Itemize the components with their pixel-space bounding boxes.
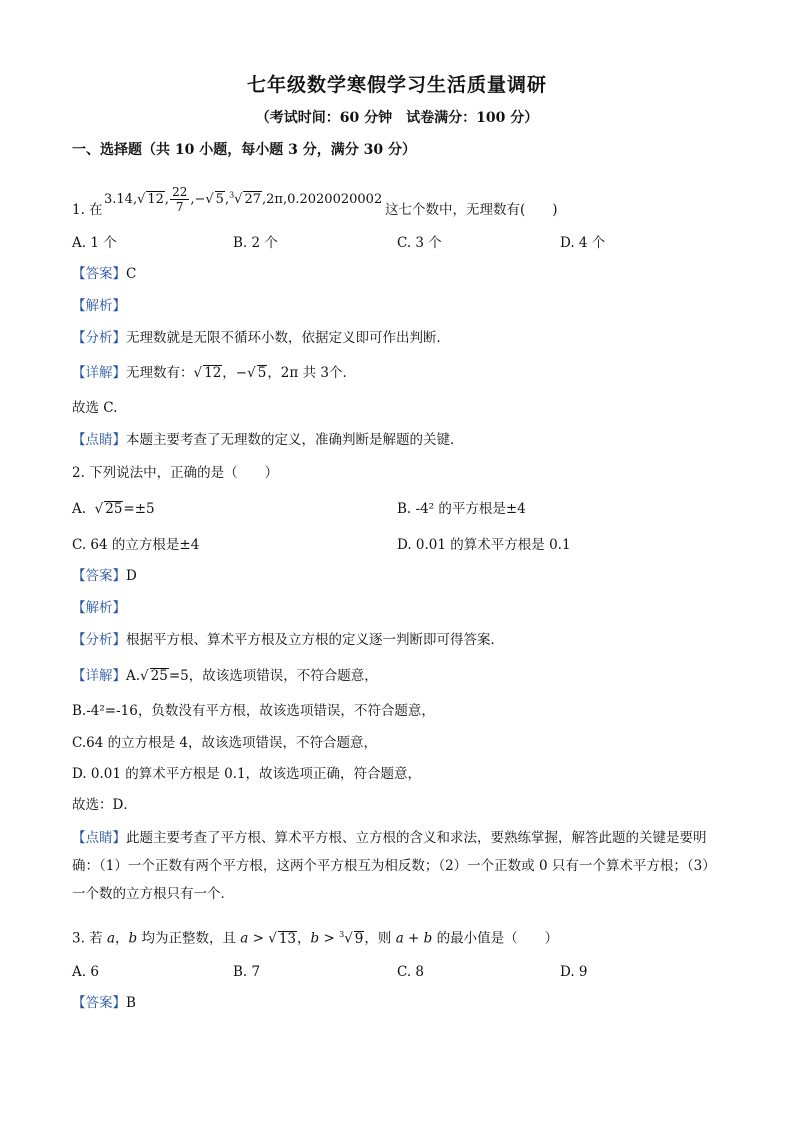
q3-option-a: A. 6: [72, 964, 99, 980]
q3-answer-line: [72, 993, 136, 1013]
q2-xiangjie-tag: 【详解】: [72, 668, 126, 684]
q2-answer-tag: 【答案】: [72, 568, 126, 584]
q1-dianjing-tag: 【点睛】: [72, 432, 126, 448]
q1-sqrt12: 12: [147, 192, 164, 207]
q2-option-a-label: A.: [72, 501, 87, 517]
q2-line-d: D. 0.01 的算术平方根是 0.1，故该选项正确，符合题意，: [72, 766, 422, 782]
q2-option-c: C. 64 的立方根是±4: [72, 537, 200, 553]
q1-option-c: C. 3 个: [397, 235, 442, 251]
q1-frac-den: 7: [175, 200, 184, 214]
q2-fenxi: 根据平方根、算术平方根及立方根的定义逐一判断即可得答案．: [126, 632, 504, 648]
q2-xiangjie-line: 【详解】A.√ 25=5，故该选项错误，不符合题意，: [72, 668, 378, 684]
q1-dianjing-line: [72, 430, 464, 450]
q1-math-pre: 3.14,: [104, 192, 138, 207]
q1-xiangjie-pre: 无理数有：: [126, 365, 194, 381]
q2-stem: 2. 下列说法中，正确的是（ ）: [72, 465, 279, 481]
q1-xiangjie-line: 【详解】无理数有：√ 12，−√ 5，2π 共 3个.: [72, 365, 347, 381]
q1-answer: C: [126, 266, 137, 282]
q2-fenxi-line: [72, 630, 504, 650]
q1-frac-num: 22: [172, 185, 188, 199]
q1-guxuan: 故选 C.: [72, 400, 118, 416]
q2-guxuan: 故选：D．: [72, 797, 137, 813]
page-subtitle: （考试时间：60 分钟 试卷满分：100 分）: [255, 110, 539, 126]
q1-math-post: ,2π,0.2020020002: [262, 192, 383, 207]
q1-neg-sqrt5: 5: [215, 192, 224, 207]
q1-xiangjie-post: ，2π 共 3个.: [267, 365, 347, 381]
q2-dianjing-tag: 【点睛】: [72, 830, 126, 846]
q3-sum-b: b: [423, 930, 433, 947]
q2-option-d: D. 0.01 的算术平方根是 0.1: [397, 537, 571, 553]
q3-cond2-rad: 9: [354, 930, 364, 947]
q2-option-a-post: =±5: [123, 501, 155, 517]
q2-option-a: A. √ 25=±5: [72, 501, 155, 517]
q1-cbrt27: 27: [244, 192, 262, 207]
q2-answer-line: [72, 566, 137, 586]
q2-line-c: C.64 的立方根是 4，故该选项错误，不符合题意，: [72, 735, 377, 751]
page-title: 七年级数学寒假学习生活质量调研: [246, 74, 547, 96]
q1-stem-num: 1. 在: [72, 202, 103, 218]
q3-var-b: b: [128, 930, 138, 947]
q3-stem-mid: 均为正整数，且: [137, 930, 241, 947]
q1-xiangjie-sqrt12: 12: [204, 365, 222, 381]
q3-sum-a: a: [395, 930, 404, 947]
q1-option-b: B. 2 个: [233, 235, 278, 251]
section-heading: 一、选择题（共 10 小题，每小题 3 分，满分 30 分）: [72, 142, 416, 158]
q2-fenxi-tag: 【分析】: [72, 632, 126, 648]
q3-stem-pre: 3. 若: [72, 930, 107, 947]
q2-answer: D: [126, 568, 137, 584]
q3-option-b: B. 7: [233, 964, 261, 980]
q2-xiangjie-rad: 25: [150, 668, 168, 684]
q1-fenxi-tag: 【分析】: [72, 330, 126, 346]
q1-math-expression: 3.14,√ 12, $\frac{22}{7}$ ,−√ 5,$^3$√ 27,2π,0.2020020002: [104, 185, 383, 214]
q1-xiangjie-sqrt5: 5: [257, 365, 267, 381]
q1-stem-tail: 这七个数中，无理数有( ): [385, 202, 558, 218]
q1-jiexi-tag: 【解析】: [72, 298, 126, 314]
q2-dianjing-block: [72, 824, 722, 908]
q1-fraction: [170, 185, 189, 214]
q3-cond1-rad: 13: [278, 930, 297, 947]
q2-option-b: B. -4² 的平方根是±4: [397, 501, 526, 517]
q3-var-a: a: [106, 930, 116, 947]
q2-xiangjie-pre: A.: [126, 668, 141, 684]
q1-option-a: A. 1 个: [72, 235, 117, 251]
q1-fenxi: 无理数就是无限不循环小数，依据定义即可作出判断．: [126, 330, 450, 346]
q1-answer-line: [72, 264, 136, 284]
q1-answer-tag: 【答案】: [72, 266, 126, 282]
q3-cond1-var: a: [240, 930, 249, 947]
q3-cond2-var: b: [310, 930, 320, 947]
q3-option-d: D. 9: [560, 964, 588, 980]
q3-answer: B: [126, 995, 136, 1011]
q3-stem-post: ，则: [364, 930, 396, 947]
q2-dianjing: 此题主要考查了平方根、算术平方根、立方根的含义和求法，要熟练掌握，解答此题的关键是要明确：（1）一个正数有两个平方根，这两个平方根互为相反数；（2）一个正数或 0 只有一个算术平方根；（3）一个数的立方根只有一个．: [72, 830, 716, 902]
q2-line-b: B.-4²=-16，负数没有平方根，故该选项错误，不符合题意，: [72, 703, 435, 719]
q1-option-d: D. 4 个: [560, 235, 606, 251]
q2-xiangjie-post: =5，故该选项错误，不符合题意，: [168, 668, 378, 684]
q1-xiangjie-tag: 【详解】: [72, 365, 126, 381]
q3-stem: 3. 若 a，b 均为正整数，且 a > √ 13，b > $^3$√ 9，则 a + b 的最小值是（ ）: [72, 930, 559, 947]
q1-dianjing: 本题主要考查了无理数的定义，准确判断是解题的关键．: [126, 432, 464, 448]
q3-stem-end: 的最小值是（ ）: [432, 930, 559, 947]
q3-answer-tag: 【答案】: [72, 995, 126, 1011]
q3-option-c: C. 8: [397, 964, 425, 980]
q1-fenxi-line: [72, 328, 450, 348]
q2-option-a-rad: 25: [105, 501, 123, 517]
q2-jiexi-tag: 【解析】: [72, 600, 126, 616]
